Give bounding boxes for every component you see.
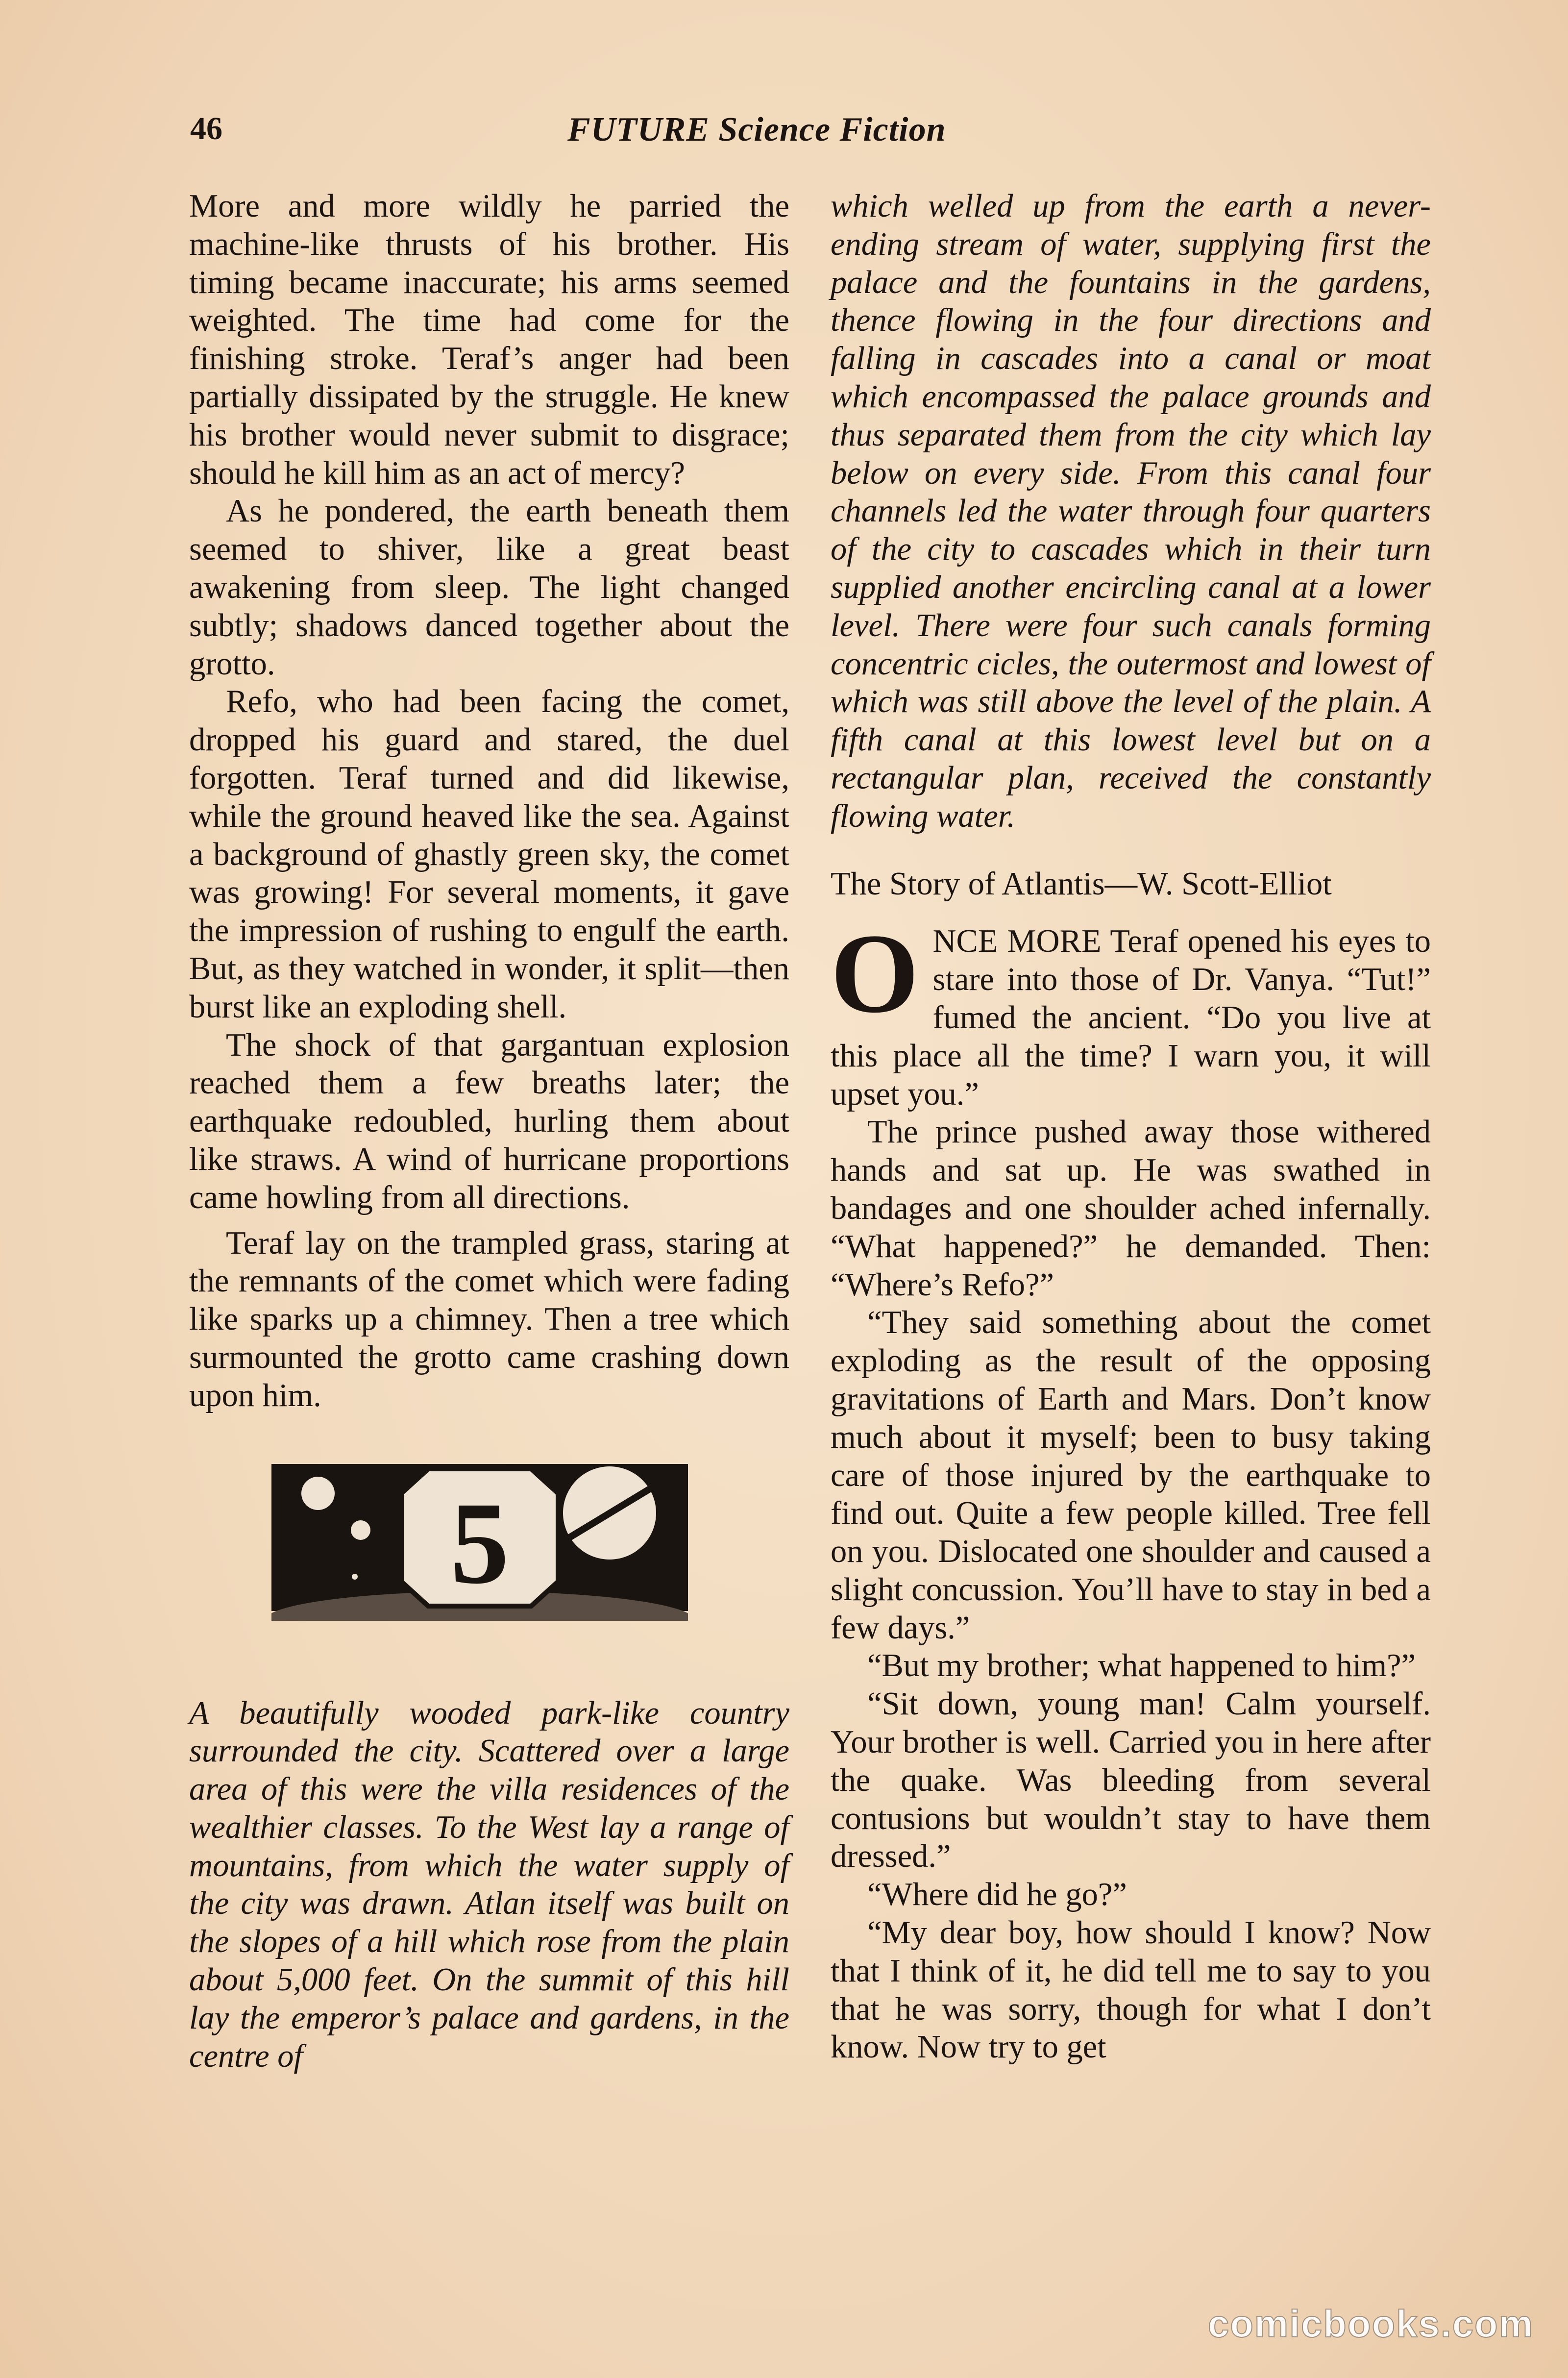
paragraph-text: NCE MORE Teraf opened his eyes to stare into those of Dr. Vanya. “Tut!” fumed the ancient. “Do you live at this place all the time? I warn you, it will upset you.” (831, 923, 1431, 1112)
left-column (189, 187, 789, 2075)
paragraph: The shock of that gargantuan explosion reached them a few breaths later; the earthquake redoubled, hurling them about like straws. A wind of hurricane proportions came howling from all directions. (189, 1027, 789, 1215)
magazine-title: FUTURE Science Fiction (567, 111, 946, 149)
moon-icon (351, 1520, 370, 1540)
paragraph: “They said something about the comet exploding as the result of the opposing gravitations of Earth and Mars. Don’t know much about it myself; been to busy taking care of those injured by the earthquake to find out. Quite a few people killed. Tree fell on you. Dislocated one shoulder and caused a slight concussion. You’ll have to stay in bed a few days.” (831, 1305, 1431, 1646)
quote-source: The Story of Atlantis—W. Scott-Elliot (831, 866, 1332, 902)
paragraph: “Sit down, young man! Calm yourself. Your brother is well. Carried you in here after the quake. Was bleeding from several contusions but wouldn’t stay to have them dressed.” (831, 1686, 1431, 1875)
chapter-opening-paragraph (831, 911, 1431, 1113)
quote-text: which welled up from the earth a never-ending stream of water, supplying first the palace and the fountains in the gardens, thence flowing in the four directions and falling in cascades into a canal or moat which encompassed the palace grounds and thus separated them from the city which lay below on every side. From this canal four channels led the water through four quarters of the city to cascades which in their turn supplied another encircling canal at a lower level. There were four such canals forming concentric cicles, the outermost and lowest of which was still above the level of the plain. A fifth canal at this lowest level but on a rectangular plan, received the constantly flowing water. (831, 188, 1431, 834)
paragraph: “My dear boy, how should I know? Now that I think of it, he did tell me to say to you that he was sorry, though for what I don’t know. Now try to get (831, 1915, 1431, 2065)
italic-quote (189, 1694, 789, 2076)
chapter-number: 5 (450, 1477, 509, 1608)
italic-quote-continued (831, 187, 1431, 836)
right-column (831, 187, 1431, 2066)
page-header (190, 110, 1435, 154)
paragraph: Teraf lay on the trampled grass, staring at the remnants of the comet which were fading like sparks up a chimney. Then a tree which surmounted the grotto came crashing down upon him. (189, 1225, 789, 1413)
drop-cap: O (831, 911, 919, 1037)
paragraph: “But my brother; what happened to him?” (867, 1648, 1416, 1684)
paragraph: “Where did he go?” (867, 1877, 1127, 1913)
star-icon (352, 1574, 358, 1580)
quote-text: A beautifully wooded park-like country surrounded the city. Scattered over a large area of this were the villa residences of the wealthier classes. To the West lay a range of mountains, from which the water supply of the city was drawn. Atlan itself was built on the slopes of a hill which rose from the plain about 5,000 feet. On the summit of this hill lay the emperor’s palace and gardens, in the centre of (189, 1695, 789, 2074)
paragraph: The prince pushed away those withered hands and sat up. He was swathed in bandages and one shoulder ached infernally. “What happened?” he demanded. Then: “Where’s Refo?” (831, 1114, 1431, 1303)
chapter-number-emblem (271, 1454, 688, 1621)
paragraph: Refo, who had been facing the comet, dropped his guard and stared, the duel forgotten. Teraf turned and did likewise, while the ground heaved like the sea. Against a background of ghastly green sky, the comet was growing! For several moments, it gave the impression of rushing to engulf the earth. But, as they watched in wonder, it split—then burst like an exploding shell. (189, 684, 789, 1025)
small-planet-icon (301, 1477, 335, 1510)
paragraph: More and more wildly he parried the machine-like thrusts of his brother. His timing became inaccurate; his arms seemed weighted. The time had come for the finishing stroke. Teraf’s anger had been partially dissipated by the struggle. He knew his brother would never submit to disgrace; should he kill him as an act of mercy? (189, 188, 789, 491)
site-watermark: comicbooks.com (1207, 2302, 1534, 2345)
paragraph: As he pondered, the earth beneath them seemed to shiver, like a great beast awakening from sleep. The light changed subtly; shadows danced together about the grotto. (189, 493, 789, 682)
page-number: 46 (190, 111, 222, 147)
